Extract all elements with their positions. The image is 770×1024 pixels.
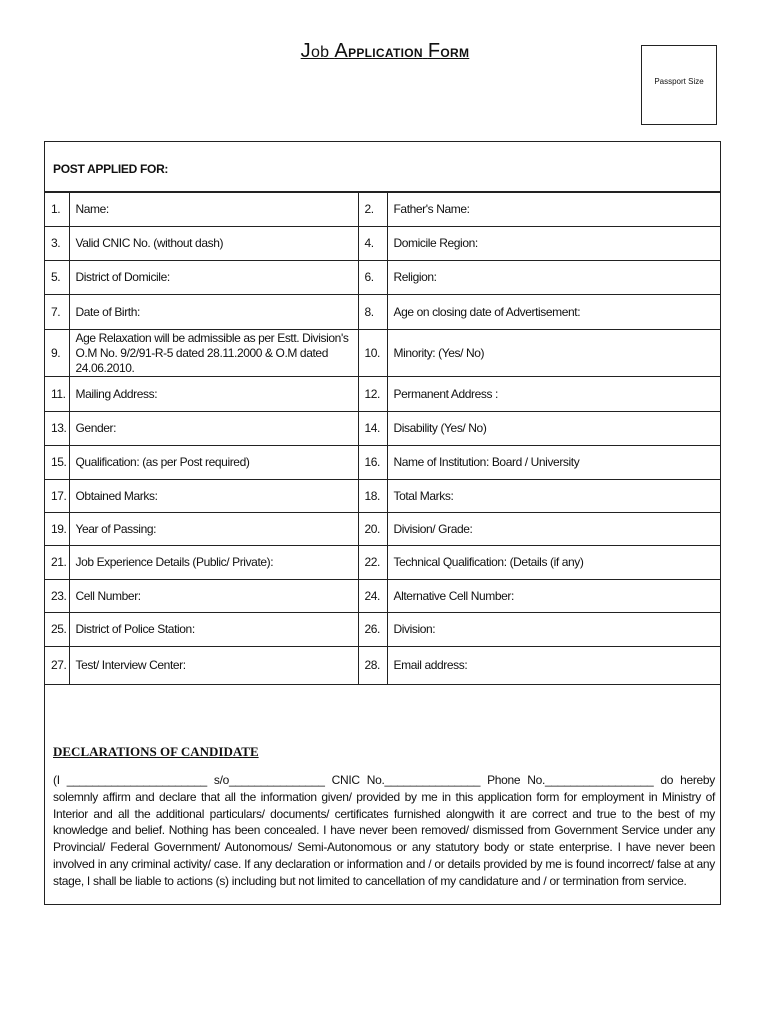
field-label-left[interactable]: Mailing Address:	[69, 377, 358, 412]
field-number: 8.	[358, 295, 387, 330]
field-label-left[interactable]: Date of Birth:	[69, 295, 358, 330]
field-label-left[interactable]: Age Relaxation will be admissible as per Estt. Division's O.M No. 9/2/91-R-5 dated 28.11.2000 & O.M dated 24.06.2010.	[69, 330, 358, 377]
field-label-right[interactable]: Total Marks:	[387, 480, 720, 513]
field-number: 5.	[45, 261, 69, 295]
field-number: 16.	[358, 446, 387, 480]
form-row	[45, 261, 720, 295]
field-number: 27.	[45, 647, 69, 685]
field-number: 1.	[45, 193, 69, 227]
declaration-heading: DECLARATIONS OF CANDIDATE	[53, 744, 259, 759]
declaration-text: (I ______________________ s/o_______________ CNIC No._______________ Phone No._________________ do hereby solemnly affirm and declare that all the information given/ provided by me in this application form for employment in Ministry of Interior and all the additional particulars/ documents/ certificates furnished alongwith it are correct and true to the best of my knowledge and belief. Nothing has been concealed. I have never been removed/ dismissed from Government Service under any Provincial/ Federal Government/ Autonomous/ Semi-Autonomous or any statutory body or state enterprise. I have never been involved in any criminal activity/ case. If any declaration or information and / or details provided by me is found incorrect/ false at any stage, I shall be liable to actions (s) including but not limited to cancellation of my candidature and / or termination from service.	[53, 773, 715, 888]
field-label-right[interactable]: Division/ Grade:	[387, 513, 720, 546]
field-label-left[interactable]: Valid CNIC No. (without dash)	[69, 227, 358, 261]
field-label-right[interactable]: Division:	[387, 613, 720, 647]
field-label-right[interactable]: Technical Qualification: (Details (if any)	[387, 546, 720, 580]
field-number: 11.	[45, 377, 69, 412]
post-applied-field[interactable]	[45, 142, 720, 192]
passport-size-label: Passport Size	[654, 77, 704, 86]
field-label-right[interactable]: Religion:	[387, 261, 720, 295]
field-number: 19.	[45, 513, 69, 546]
form-row	[45, 377, 720, 412]
post-applied-label: POST APPLIED FOR:	[53, 162, 169, 176]
field-label-right[interactable]: Disability (Yes/ No)	[387, 412, 720, 446]
title-initial-f: F	[427, 40, 441, 62]
field-number: 28.	[358, 647, 387, 685]
field-number: 3.	[45, 227, 69, 261]
field-label-left[interactable]: Qualification: (as per Post required)	[69, 446, 358, 480]
field-label-left[interactable]: Name:	[69, 193, 358, 227]
field-label-right[interactable]: Minority: (Yes/ No)	[387, 330, 720, 377]
application-form	[44, 141, 721, 905]
field-label-right[interactable]: Email address:	[387, 647, 720, 685]
field-number: 17.	[45, 480, 69, 513]
field-number: 4.	[358, 227, 387, 261]
field-label-right[interactable]: Alternative Cell Number:	[387, 580, 720, 613]
field-number: 21.	[45, 546, 69, 580]
form-row	[45, 227, 720, 261]
field-number: 7.	[45, 295, 69, 330]
field-label-left[interactable]: Obtained Marks:	[69, 480, 358, 513]
form-row	[45, 330, 720, 377]
field-label-left[interactable]: Job Experience Details (Public/ Private):	[69, 546, 358, 580]
form-fields-table	[45, 192, 720, 685]
field-number: 14.	[358, 412, 387, 446]
field-number: 6.	[358, 261, 387, 295]
field-label-left[interactable]: Test/ Interview Center:	[69, 647, 358, 685]
form-row	[45, 295, 720, 330]
field-number: 22.	[358, 546, 387, 580]
field-number: 24.	[358, 580, 387, 613]
field-number: 13.	[45, 412, 69, 446]
field-number: 26.	[358, 613, 387, 647]
form-row	[45, 580, 720, 613]
field-number: 25.	[45, 613, 69, 647]
passport-photo-box[interactable]	[641, 45, 717, 125]
form-row	[45, 613, 720, 647]
form-row	[45, 546, 720, 580]
field-number: 18.	[358, 480, 387, 513]
form-row	[45, 647, 720, 685]
field-number: 10.	[358, 330, 387, 377]
field-label-right[interactable]: Age on closing date of Advertisement:	[387, 295, 720, 330]
field-label-right[interactable]: Domicile Region:	[387, 227, 720, 261]
title-initial-j: J	[300, 40, 311, 62]
title-rest-form: ORM	[440, 46, 470, 60]
field-number: 9.	[45, 330, 69, 377]
field-label-right[interactable]: Permanent Address :	[387, 377, 720, 412]
form-row	[45, 412, 720, 446]
title-initial-a: A	[334, 40, 349, 62]
form-row	[45, 513, 720, 546]
field-label-left[interactable]: District of Police Station:	[69, 613, 358, 647]
field-label-left[interactable]: Gender:	[69, 412, 358, 446]
field-label-left[interactable]: District of Domicile:	[69, 261, 358, 295]
field-number: 20.	[358, 513, 387, 546]
form-row	[45, 193, 720, 227]
field-label-left[interactable]: Cell Number:	[69, 580, 358, 613]
title-rest-application: PPLICATION	[348, 46, 423, 60]
field-number: 23.	[45, 580, 69, 613]
field-label-right[interactable]: Name of Institution: Board / University	[387, 446, 720, 480]
field-number: 2.	[358, 193, 387, 227]
field-number: 15.	[45, 446, 69, 480]
field-number: 12.	[358, 377, 387, 412]
field-label-right[interactable]: Father's Name:	[387, 193, 720, 227]
field-label-left[interactable]: Year of Passing:	[69, 513, 358, 546]
form-row	[45, 480, 720, 513]
form-row	[45, 446, 720, 480]
title-rest-job: ob	[310, 44, 330, 61]
